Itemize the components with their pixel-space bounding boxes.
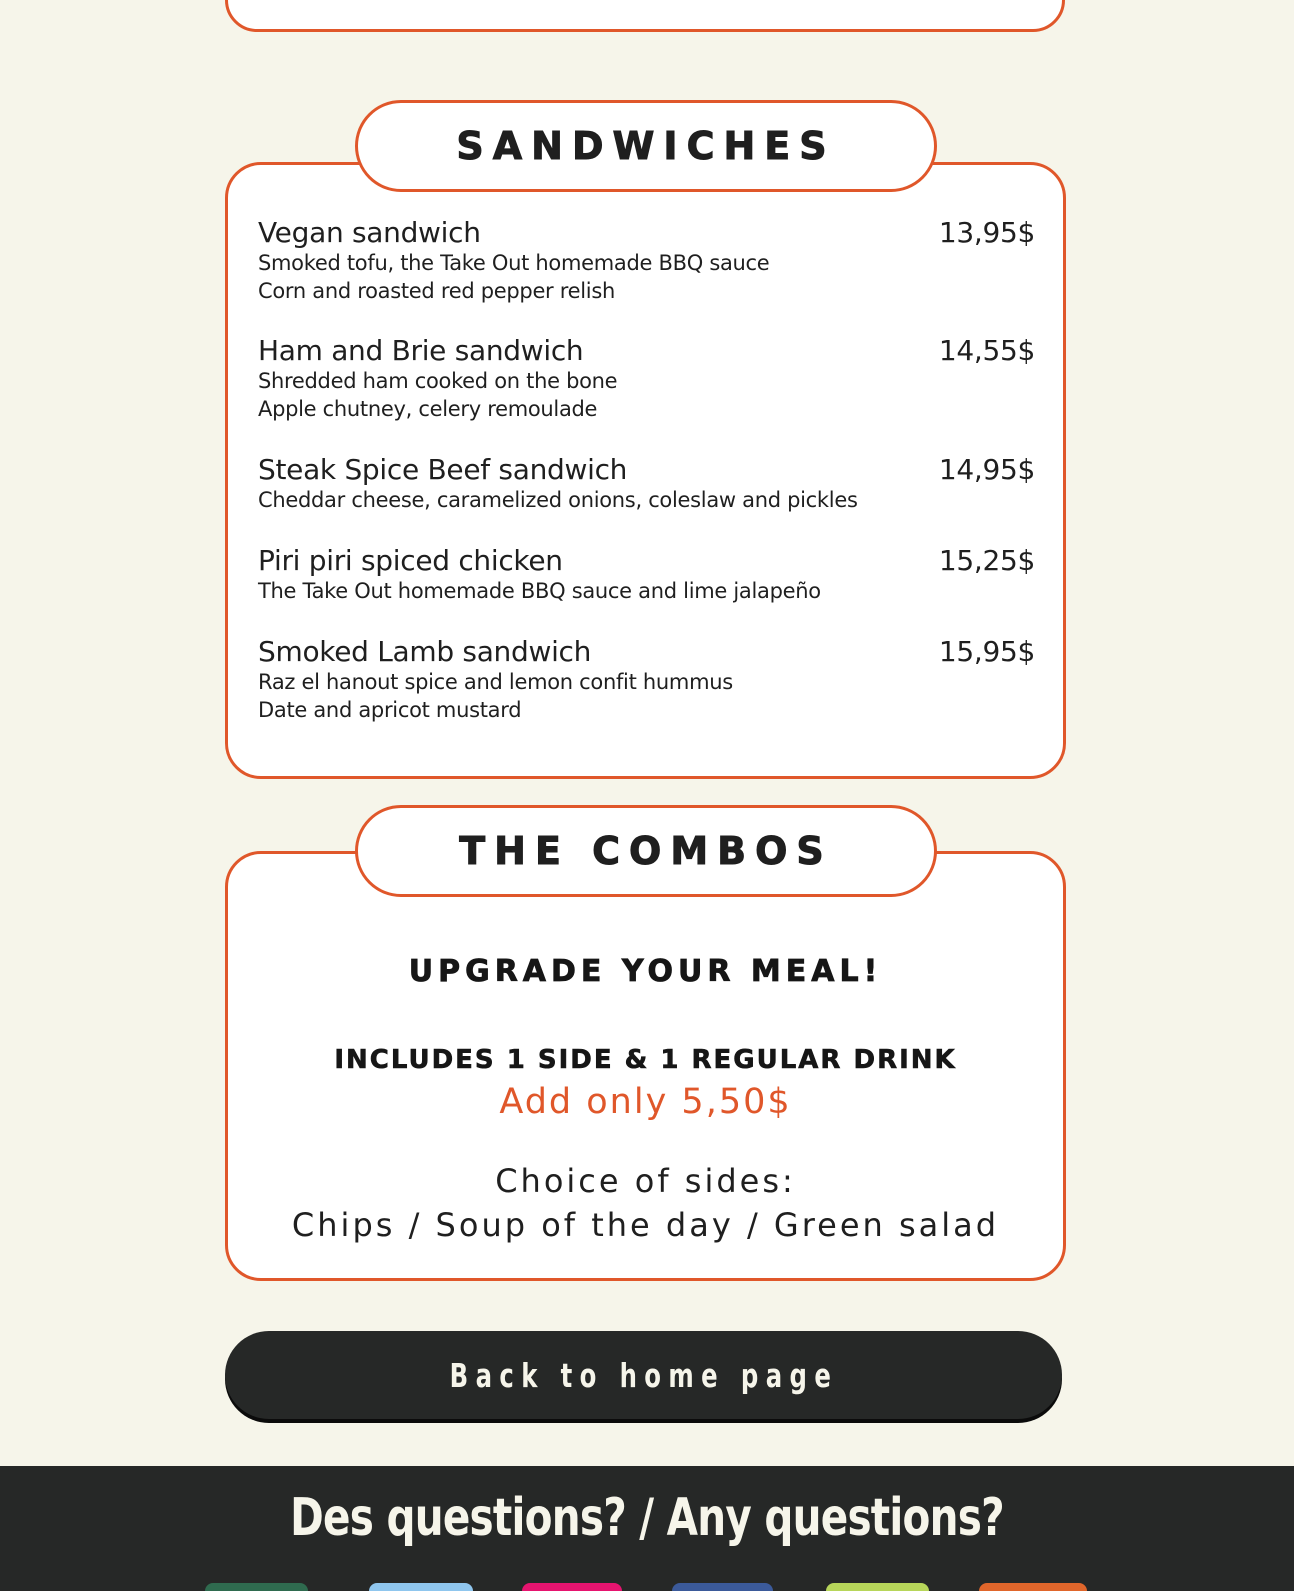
menu-item-smoked-lamb-sandwich: [258, 636, 1035, 724]
previous-section-card: [225, 0, 1065, 32]
social-button-6[interactable]: [979, 1583, 1087, 1591]
combos-card: [225, 851, 1066, 1281]
social-buttons-row: [0, 1583, 1294, 1591]
item-price: 14,95$: [938, 453, 1035, 486]
combo-includes-text: INCLUDES 1 SIDE & 1 REGULAR DRINK: [334, 1045, 957, 1075]
combos-title-tab: [355, 805, 937, 897]
social-button-5[interactable]: [826, 1583, 929, 1591]
item-description: Apple chutney, celery remoulade: [258, 397, 598, 421]
sandwiches-card: [225, 162, 1066, 779]
item-price: 14,55$: [938, 334, 1035, 367]
menu-item-ham-brie-sandwich: [258, 335, 1035, 423]
back-to-home-button[interactable]: [225, 1331, 1062, 1419]
item-name: Smoked Lamb sandwich: [258, 635, 592, 668]
social-button-4[interactable]: [672, 1583, 773, 1591]
social-button-2[interactable]: [369, 1583, 473, 1591]
item-description: Raz el hanout spice and lemon confit hummus: [258, 670, 733, 694]
item-name: Piri piri spiced chicken: [258, 544, 563, 577]
item-price: 15,95$: [938, 635, 1035, 668]
section-title: THE COMBOS: [459, 829, 833, 873]
combo-sides-label: Choice of sides:: [495, 1162, 796, 1200]
footer-title: Des questions? / Any questions?: [290, 1488, 1004, 1548]
item-description: Corn and roasted red pepper relish: [258, 279, 615, 303]
social-button-3[interactable]: [522, 1583, 622, 1591]
item-name: Ham and Brie sandwich: [258, 334, 584, 367]
item-description: Cheddar cheese, caramelized onions, coleslaw and pickles: [258, 488, 858, 512]
sandwiches-title-tab: [355, 100, 937, 192]
footer: [0, 1466, 1294, 1591]
item-description: The Take Out homemade BBQ sauce and lime jalapeño: [258, 579, 821, 603]
menu-item-piri-piri-chicken: [258, 545, 1035, 605]
item-name: Vegan sandwich: [258, 216, 481, 249]
item-price: 13,95$: [938, 216, 1035, 249]
combo-sides-list: Chips / Soup of the day / Green salad: [291, 1206, 1000, 1244]
menu-item-vegan-sandwich: [258, 217, 1035, 305]
combo-price: Add only 5,50$: [499, 1082, 792, 1122]
back-to-home-label: Back to home page: [449, 1355, 838, 1395]
menu-item-steak-spice-beef-sandwich: [258, 454, 1035, 514]
item-description: Smoked tofu, the Take Out homemade BBQ sauce: [258, 251, 770, 275]
item-price: 15,25$: [938, 544, 1035, 577]
item-description: Date and apricot mustard: [258, 698, 522, 722]
section-title: SANDWICHES: [456, 124, 836, 168]
combo-upgrade-heading: UPGRADE YOUR MEAL!: [408, 954, 883, 989]
social-button-1[interactable]: [205, 1583, 308, 1591]
item-name: Steak Spice Beef sandwich: [258, 453, 628, 486]
item-description: Shredded ham cooked on the bone: [258, 369, 618, 393]
